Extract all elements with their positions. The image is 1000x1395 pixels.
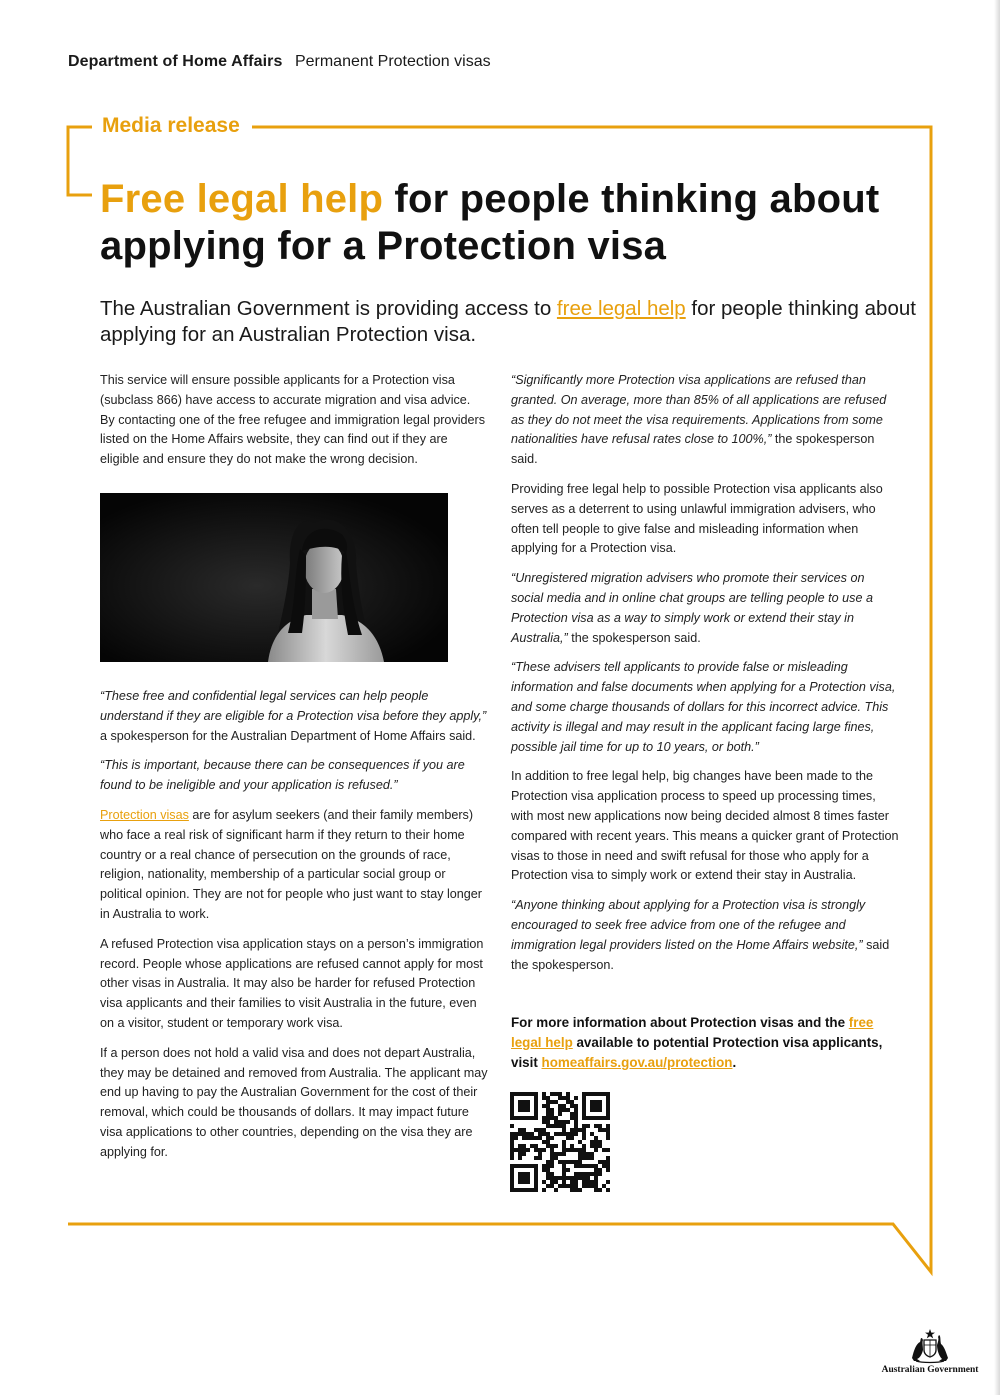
- refusal-rate-quote-italic: “Significantly more Protection visa applications are refused than granted. On average, more than 85% of all applications are refused as they do not meet the visa requirements. Applications from some nationalities have refusal rates close to 100%,”: [511, 373, 887, 447]
- unregistered-advisers-italic: “Unregistered migration advisers who promote their services on social media and in online chat groups are telling people to use a Protection visa as a way to simply work or extend their stay in Australia,”: [511, 571, 873, 645]
- refusal-rate-attribution: the spokesperson said.: [511, 432, 875, 467]
- title-rest: for people thinking about applying for a Protection visa: [100, 177, 880, 268]
- portrait-photo: [100, 493, 448, 662]
- australian-government-logo: [880, 1328, 980, 1384]
- right-column-body: [511, 371, 899, 985]
- quote-1-attribution: a spokesperson for the Australian Department of Home Affairs said.: [100, 728, 476, 743]
- page-header: [68, 53, 491, 71]
- quote-paragraph-2: “This is important, because there can be consequences if you are found to be ineligible and your application is refused.”: [100, 758, 465, 793]
- deterrent-paragraph: Providing free legal help to possible Protection visa applicants also serves as a deterrent to using unlawful immigration advisers, who often tell people to give false and misleading information when applying for a Protection visa.: [511, 481, 883, 556]
- unregistered-advisers-attribution: the spokesperson said.: [567, 630, 701, 645]
- protection-visas-text: are for asylum seekers (and their family members) who face a real risk of significant harm if they return to their home country or a real chance of persecution on the grounds of race, religion, nationality, membership of a particular social group or political opinion. They are not for people who just want to stay longer in Australia to work.: [100, 807, 483, 921]
- coat-of-arms-icon: [908, 1328, 952, 1364]
- page-edge-shadow: [994, 0, 1000, 1395]
- advisers-false-info-quote: “These advisers tell applicants to provide false or misleading information and false documents when applying for a Protection visa, and some charge thousands of dollars for this incorrect advice. This activity is illegal and may result in the applicant facing large fines, possible jail time for up to 10 years, or both.”: [511, 660, 896, 754]
- quote-1-italic: “These free and confidential legal services can help people understand if they are eligible for a Protection visa before they apply,”: [100, 689, 487, 723]
- lead-paragraph: [100, 296, 920, 348]
- cta-text-after: .: [732, 1055, 737, 1070]
- department-name: Department of Home Affairs: [68, 53, 283, 70]
- quote-paragraph-1: [100, 687, 488, 746]
- cta-free-legal-help-link[interactable]: free legal help: [511, 1015, 874, 1050]
- cta-text-middle: available to potential Protection visa applicants, visit: [511, 1035, 883, 1070]
- intro-paragraph: This service will ensure possible applicants for a Protection visa (subclass 866) have access to accurate migration and visa advice. By contacting one of the free refugee and immigration legal providers listed on the Home Affairs website, they can find out if they are eligible and ensure they do not make the wrong decision.: [100, 373, 486, 467]
- page-title: [100, 176, 920, 270]
- lead-text-after: for people thinking about applying for an Australian Protection visa.: [100, 297, 916, 346]
- unregistered-advisers-quote: [511, 569, 899, 648]
- woman-portrait-image: [100, 493, 448, 662]
- free-legal-help-link[interactable]: free legal help: [556, 297, 686, 320]
- protection-visas-link[interactable]: Protection visas: [100, 807, 189, 822]
- lead-text-before: The Australian Government is providing access to: [100, 297, 557, 320]
- title-highlight: Free legal help: [100, 177, 384, 221]
- refused-application-paragraph: A refused Protection visa application stays on a person’s immigration record. People whose applications are refused cannot apply for most other visas in Australia. It may also be harder for refused Protection visa applicants and their families to visit Australia in the future, even on a visitor, student or temporary work visa.: [100, 936, 484, 1030]
- australian-government-text: Australian Government: [881, 1365, 979, 1375]
- processing-changes-paragraph: In addition to free legal help, big changes have been made to the Protection visa application process to speed up processing times, with most new applications now being decided almost 8 times faster compared with recent years. This means a quicker grant of Protection visas to those in need and swift refusal for those who apply for a Protection visa to simply work or extend their stay in Australia.: [511, 769, 899, 883]
- cta-text-before: For more information about Protection visas and the: [511, 1015, 849, 1030]
- qr-code[interactable]: [510, 1092, 610, 1192]
- seek-advice-italic: “Anyone thinking about applying for a Protection visa is strongly encouraged to seek free advice from one of the refugee and immigration legal providers listed on the Home Affairs website,”: [511, 898, 866, 952]
- homeaffairs-protection-link[interactable]: homeaffairs.gov.au/protection: [541, 1055, 733, 1070]
- seek-advice-attribution: said the spokesperson.: [511, 937, 890, 972]
- section-name: Permanent Protection visas: [294, 53, 491, 70]
- refusal-rate-quote: [511, 371, 899, 470]
- media-release-label: Media release: [102, 114, 240, 137]
- seek-advice-quote: [511, 896, 899, 975]
- left-column-intro: [100, 371, 488, 480]
- left-column-body: [100, 687, 488, 1173]
- more-information-cta: [511, 1013, 901, 1073]
- detention-paragraph: If a person does not hold a valid visa and does not depart Australia, they may be detained and removed from Australia. The applicant may end up having to pay the Australian Government for the cost of their removal, which could be thousands of dollars. It may impact future visa applications to other countries, depending on the visa they are applying for.: [100, 1045, 488, 1159]
- protection-visas-paragraph: [100, 806, 488, 925]
